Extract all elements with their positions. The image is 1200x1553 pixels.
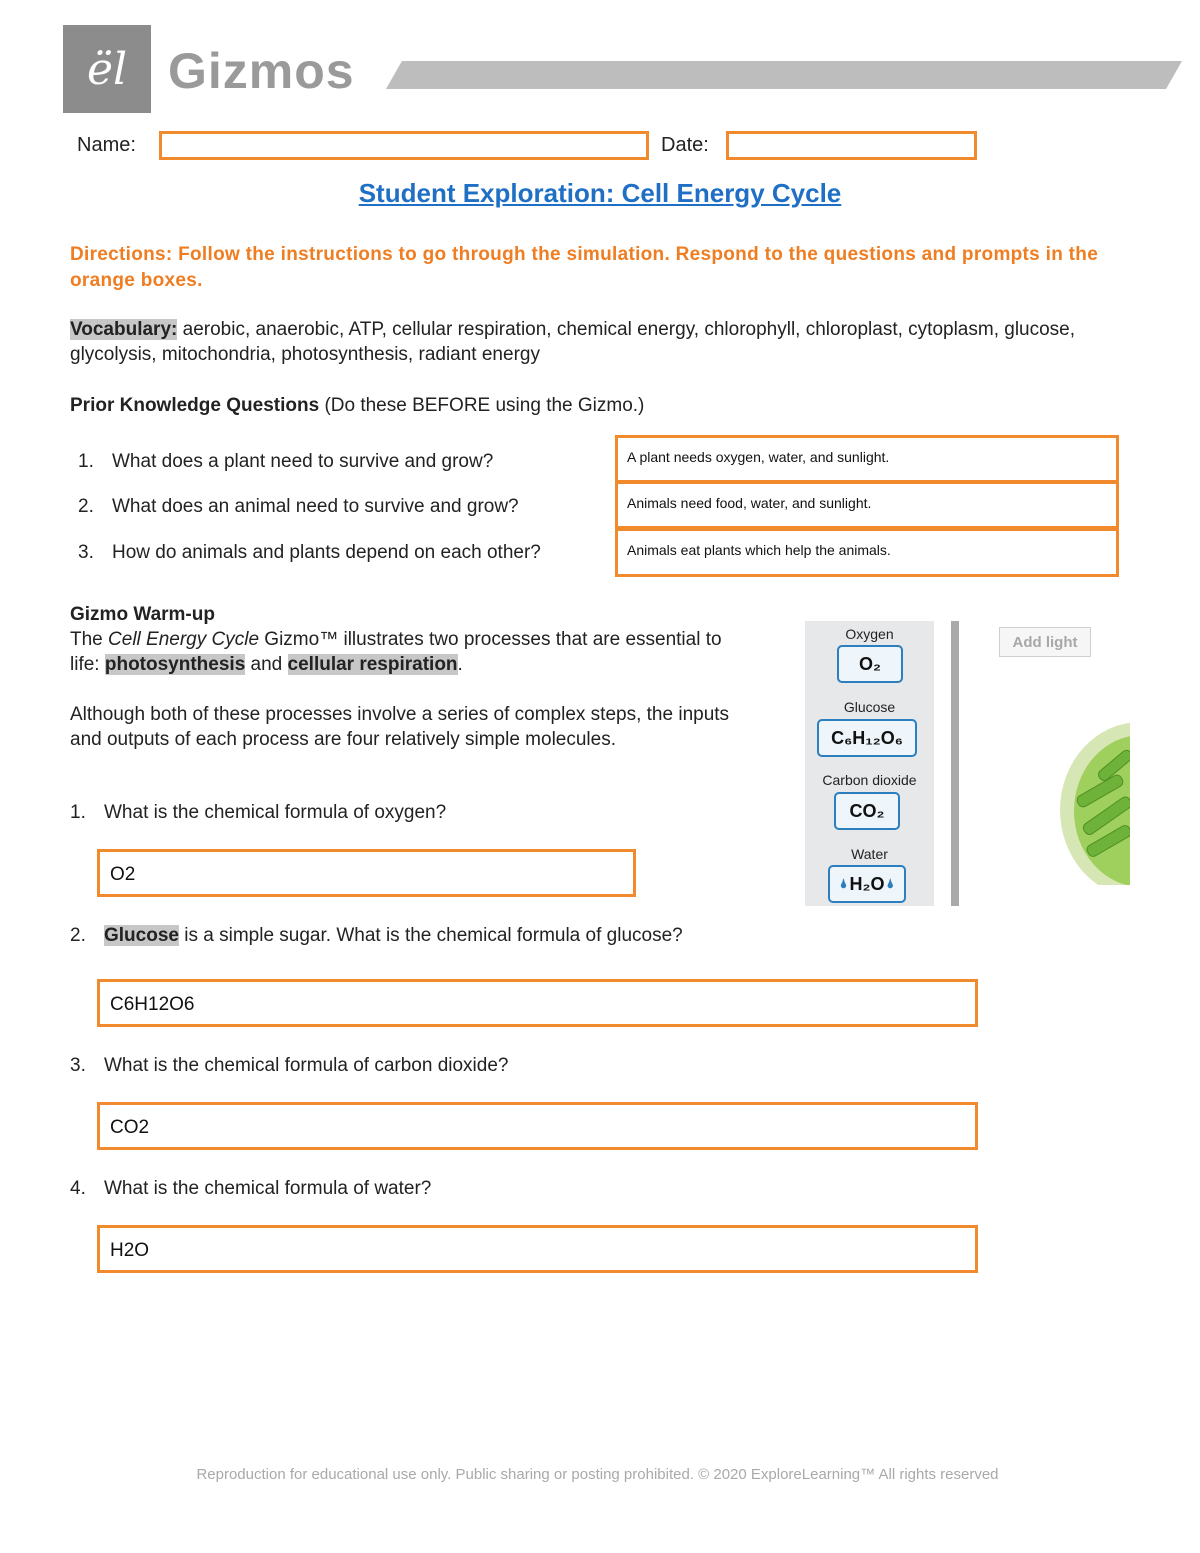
prior-knowledge-heading: [70, 393, 644, 418]
brand-name: Gizmos: [168, 43, 355, 99]
question-number: 3.: [78, 542, 94, 563]
chloroplast-illustration: [1030, 715, 1130, 885]
question-text: What does an animal need to survive and grow?: [112, 496, 519, 517]
prior-knowledge-note: (Do these BEFORE using the Gizmo.): [324, 395, 645, 416]
question-number: 3.: [70, 1055, 86, 1076]
molecule-label-water: Water: [851, 846, 888, 862]
panel-divider: [951, 621, 959, 906]
water-drop-icon: 🌢: [886, 876, 895, 891]
warmup-answer-2[interactable]: C6H12O6: [97, 979, 978, 1027]
date-field[interactable]: [726, 131, 977, 160]
warmup-intro: [70, 627, 730, 677]
name-label: Name:: [77, 134, 136, 156]
prior-knowledge-title: Prior Knowledge Questions: [70, 395, 320, 416]
warmup-answer-4[interactable]: H2O: [97, 1225, 978, 1273]
water-formula: H₂O: [849, 873, 885, 894]
pk-question-3: [78, 540, 541, 565]
vocabulary-terms: aerobic, anaerobic, ATP, cellular respiration, chemical energy, chlorophyll, chloroplast, cytoplasm, glucose, glycolysis, mitochondria, photosynthesis, radiant energy: [70, 319, 1076, 365]
water-molecule-tile[interactable]: [828, 865, 906, 903]
intro-text: Gizmo™ illustrates two processes that are essential to life:: [70, 629, 722, 675]
pk-question-1: [78, 449, 493, 474]
intro-gizmo-name: Cell Energy Cycle: [108, 629, 260, 650]
carbon-dioxide-molecule-tile[interactable]: CO₂: [834, 792, 900, 830]
name-field[interactable]: [159, 131, 649, 160]
pk-answer-1[interactable]: A plant needs oxygen, water, and sunlight.: [615, 435, 1119, 483]
molecule-label-oxygen: Oxygen: [845, 626, 894, 642]
warmup-answer-3[interactable]: CO2: [97, 1102, 978, 1150]
question-text: What is the chemical formula of carbon dioxide?: [104, 1055, 509, 1076]
date-label: Date:: [661, 134, 709, 156]
question-number: 1.: [78, 451, 94, 472]
question-number: 4.: [70, 1178, 86, 1199]
gizmo-molecule-panel: [805, 621, 934, 906]
add-light-button[interactable]: Add light: [999, 627, 1091, 657]
vocabulary-label: Vocabulary:: [70, 319, 178, 340]
intro-text: The: [70, 629, 109, 650]
question-text: What does a plant need to survive and grow?: [112, 451, 494, 472]
molecule-label-glucose: Glucose: [843, 699, 896, 715]
question-number: 2.: [70, 925, 86, 946]
warmup-paragraph: Although both of these processes involve a series of complex steps, the inputs and outputs of each process are four relatively simple molecules.: [70, 704, 730, 750]
warmup-question-1: [70, 800, 446, 825]
warmup-question-3: [70, 1053, 508, 1078]
term-photosynthesis: photosynthesis: [104, 654, 246, 675]
pk-answer-2[interactable]: Animals need food, water, and sunlight.: [615, 481, 1119, 529]
directions: Directions: Follow the instructions to go through the simulation. Respond to the questions and prompts in the orange boxes.: [70, 244, 1099, 291]
glucose-molecule-tile[interactable]: C₆H₁₂O₆: [817, 719, 917, 757]
copyright-footer: Reproduction for educational use only. Public sharing or posting prohibited. © 2020 ExploreLearning™ All rights reserved: [196, 1466, 999, 1483]
term-cellular-respiration: cellular respiration: [287, 654, 458, 675]
term-glucose: Glucose: [104, 925, 179, 946]
question-text: What is the chemical formula of oxygen?: [104, 802, 447, 823]
question-number: 2.: [78, 496, 94, 517]
warmup-title: Gizmo Warm-up: [70, 604, 215, 625]
molecule-label-carbon-dioxide: Carbon dioxide: [822, 772, 917, 788]
water-drop-icon: 🌢: [839, 876, 848, 891]
warmup-question-2: [70, 923, 683, 948]
warmup-question-4: [70, 1176, 431, 1201]
oxygen-molecule-tile[interactable]: O₂: [837, 645, 903, 683]
gizmos-logo: ël: [63, 25, 151, 113]
question-text: What is the chemical formula of water?: [104, 1178, 432, 1199]
pk-answer-3[interactable]: Animals eat plants which help the animals.: [615, 528, 1119, 577]
question-text: How do animals and plants depend on each other?: [112, 542, 541, 563]
header-bar: [386, 61, 1182, 89]
intro-text: .: [457, 654, 463, 675]
page-title: Student Exploration: Cell Energy Cycle: [358, 178, 842, 208]
warmup-heading: [70, 602, 215, 627]
question-text: is a simple sugar. What is the chemical formula of glucose?: [178, 925, 683, 946]
warmup-answer-1[interactable]: O2: [97, 849, 636, 897]
pk-question-2: [78, 494, 519, 519]
question-number: 1.: [70, 802, 86, 823]
vocabulary: [70, 317, 1140, 367]
intro-text: and: [245, 654, 288, 675]
